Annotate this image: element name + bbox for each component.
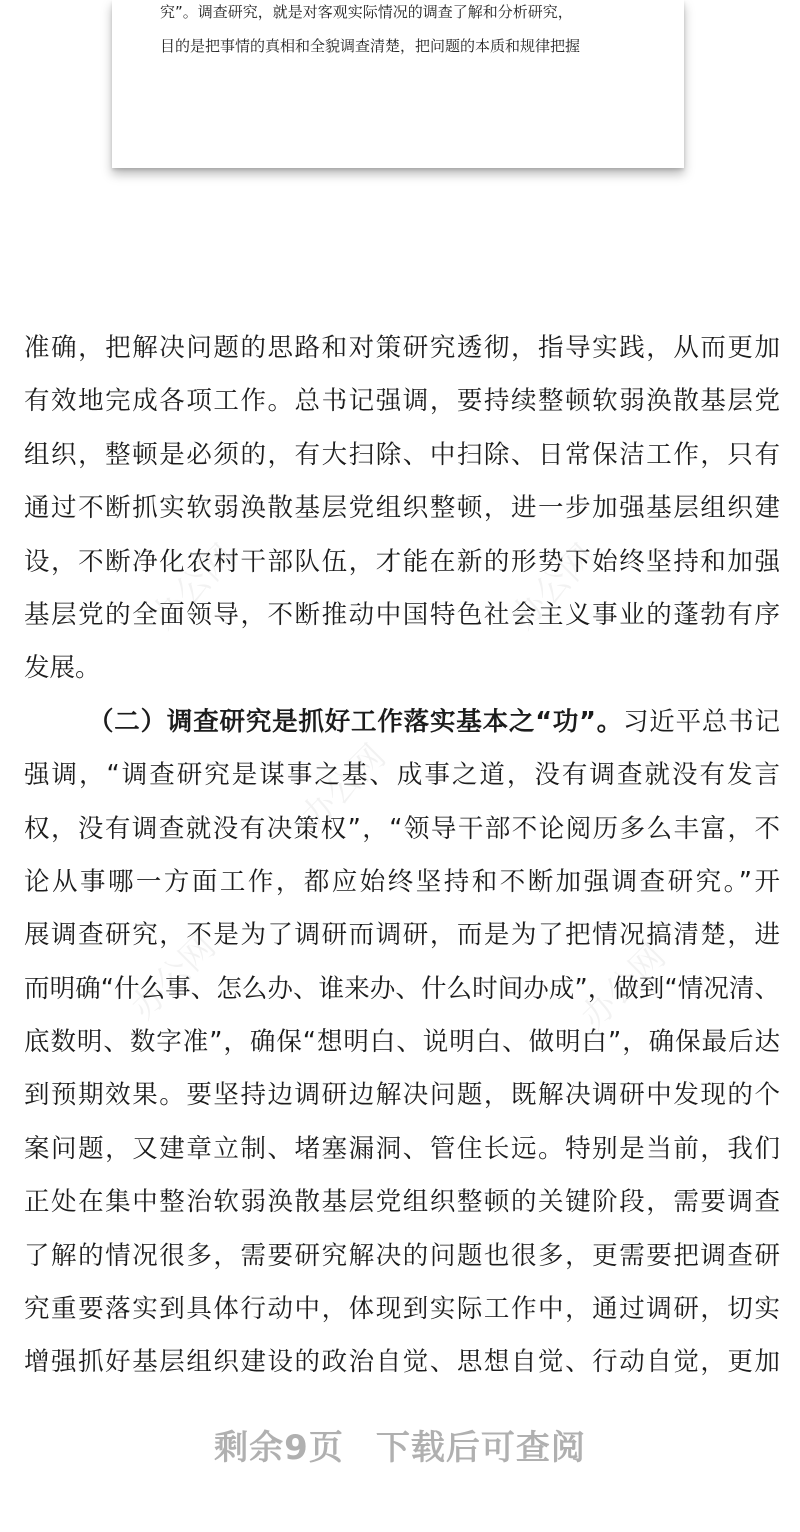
text-line: 究重要落实到具体行动中，体现到实际工作中，通过调研，切实 xyxy=(24,1294,780,1325)
text-line: 增强抓好基层组织建设的政治自觉、思想自觉、行动自觉，更加 xyxy=(24,1347,780,1378)
remaining-pages-label: 剩余9页 xyxy=(214,1428,344,1468)
text-line: 了解的情况很多，需要研究解决的问题也很多，更需要把调查研 xyxy=(24,1240,780,1271)
watermark: 办公网 xyxy=(293,736,394,838)
watermark: 办公网 xyxy=(503,536,604,638)
text-line: 权，没有调查就没有决策权”，“领导干部不论阅历多么丰富，不 xyxy=(24,813,780,844)
watermark: 办公网 xyxy=(143,536,244,638)
document-body xyxy=(24,322,780,1390)
text-line: 而明确“什么事、怎么办、谁来办、什么时间办成”，做到“情况清、 xyxy=(24,973,780,1004)
download-prompt[interactable] xyxy=(0,1420,800,1469)
text-line: 基层党的全面领导，不断推动中国特色社会主义事业的蓬勃有序 xyxy=(24,599,780,630)
text-line: 准确，把解决问题的思路和对策研究透彻，指导实践，从而更加 xyxy=(24,333,780,363)
text-line: 发展。 xyxy=(24,653,101,684)
text-line: 正处在集中整治软弱涣散基层党组织整顿的关键阶段，需要调查 xyxy=(24,1187,780,1218)
preview-line: 目的是把事情的真相和全貌调查清楚，把问题的本质和规律把握 xyxy=(160,37,581,55)
text-line: 底数明、数字准”，确保“想明白、说明白、做明白”，确保最后达 xyxy=(24,1027,780,1058)
preview-line: 究”。调查研究，就是对客观实际情况的调查了解和分析研究， xyxy=(160,3,573,21)
text-line: 设，不断净化农村干部队伍，才能在新的形势下始终坚持和加强 xyxy=(24,546,780,577)
text-line: 案问题，又建章立制、堵塞漏洞、管住长远。特别是当前，我们 xyxy=(24,1133,780,1164)
watermark: 办公网 xyxy=(573,936,674,1038)
text-line: 到预期效果。要坚持边调研边解决问题，既解决调研中发现的个 xyxy=(24,1080,780,1111)
heading-line-rest: 习近平总书记 xyxy=(622,706,780,737)
text-line: 组织，整顿是必须的，有大扫除、中扫除、日常保洁工作，只有 xyxy=(24,439,780,470)
text-line: 强调，“调查研究是谋事之基、成事之道，没有调查就没有发言 xyxy=(24,760,780,791)
text-line: 论从事哪一方面工作，都应始终坚持和不断加强调查研究。”开 xyxy=(24,866,780,897)
text-line: 有效地完成各项工作。总书记强调，要持续整顿软弱涣散基层党 xyxy=(24,386,780,417)
section-heading: （二）调查研究是抓好工作落实基本之“功”。 xyxy=(88,706,623,737)
text-line: 展调查研究，不是为了调研而调研，而是为了把情况搞清楚，进 xyxy=(24,920,780,951)
watermark: 办公网 xyxy=(123,926,224,1028)
section-heading-line xyxy=(24,696,780,749)
text-line: 通过不断抓实软弱涣散基层党组织整顿，进一步加强基层组织建 xyxy=(24,493,780,524)
previous-page-preview xyxy=(112,0,684,168)
download-hint-label: 下载后可查阅 xyxy=(375,1428,586,1468)
